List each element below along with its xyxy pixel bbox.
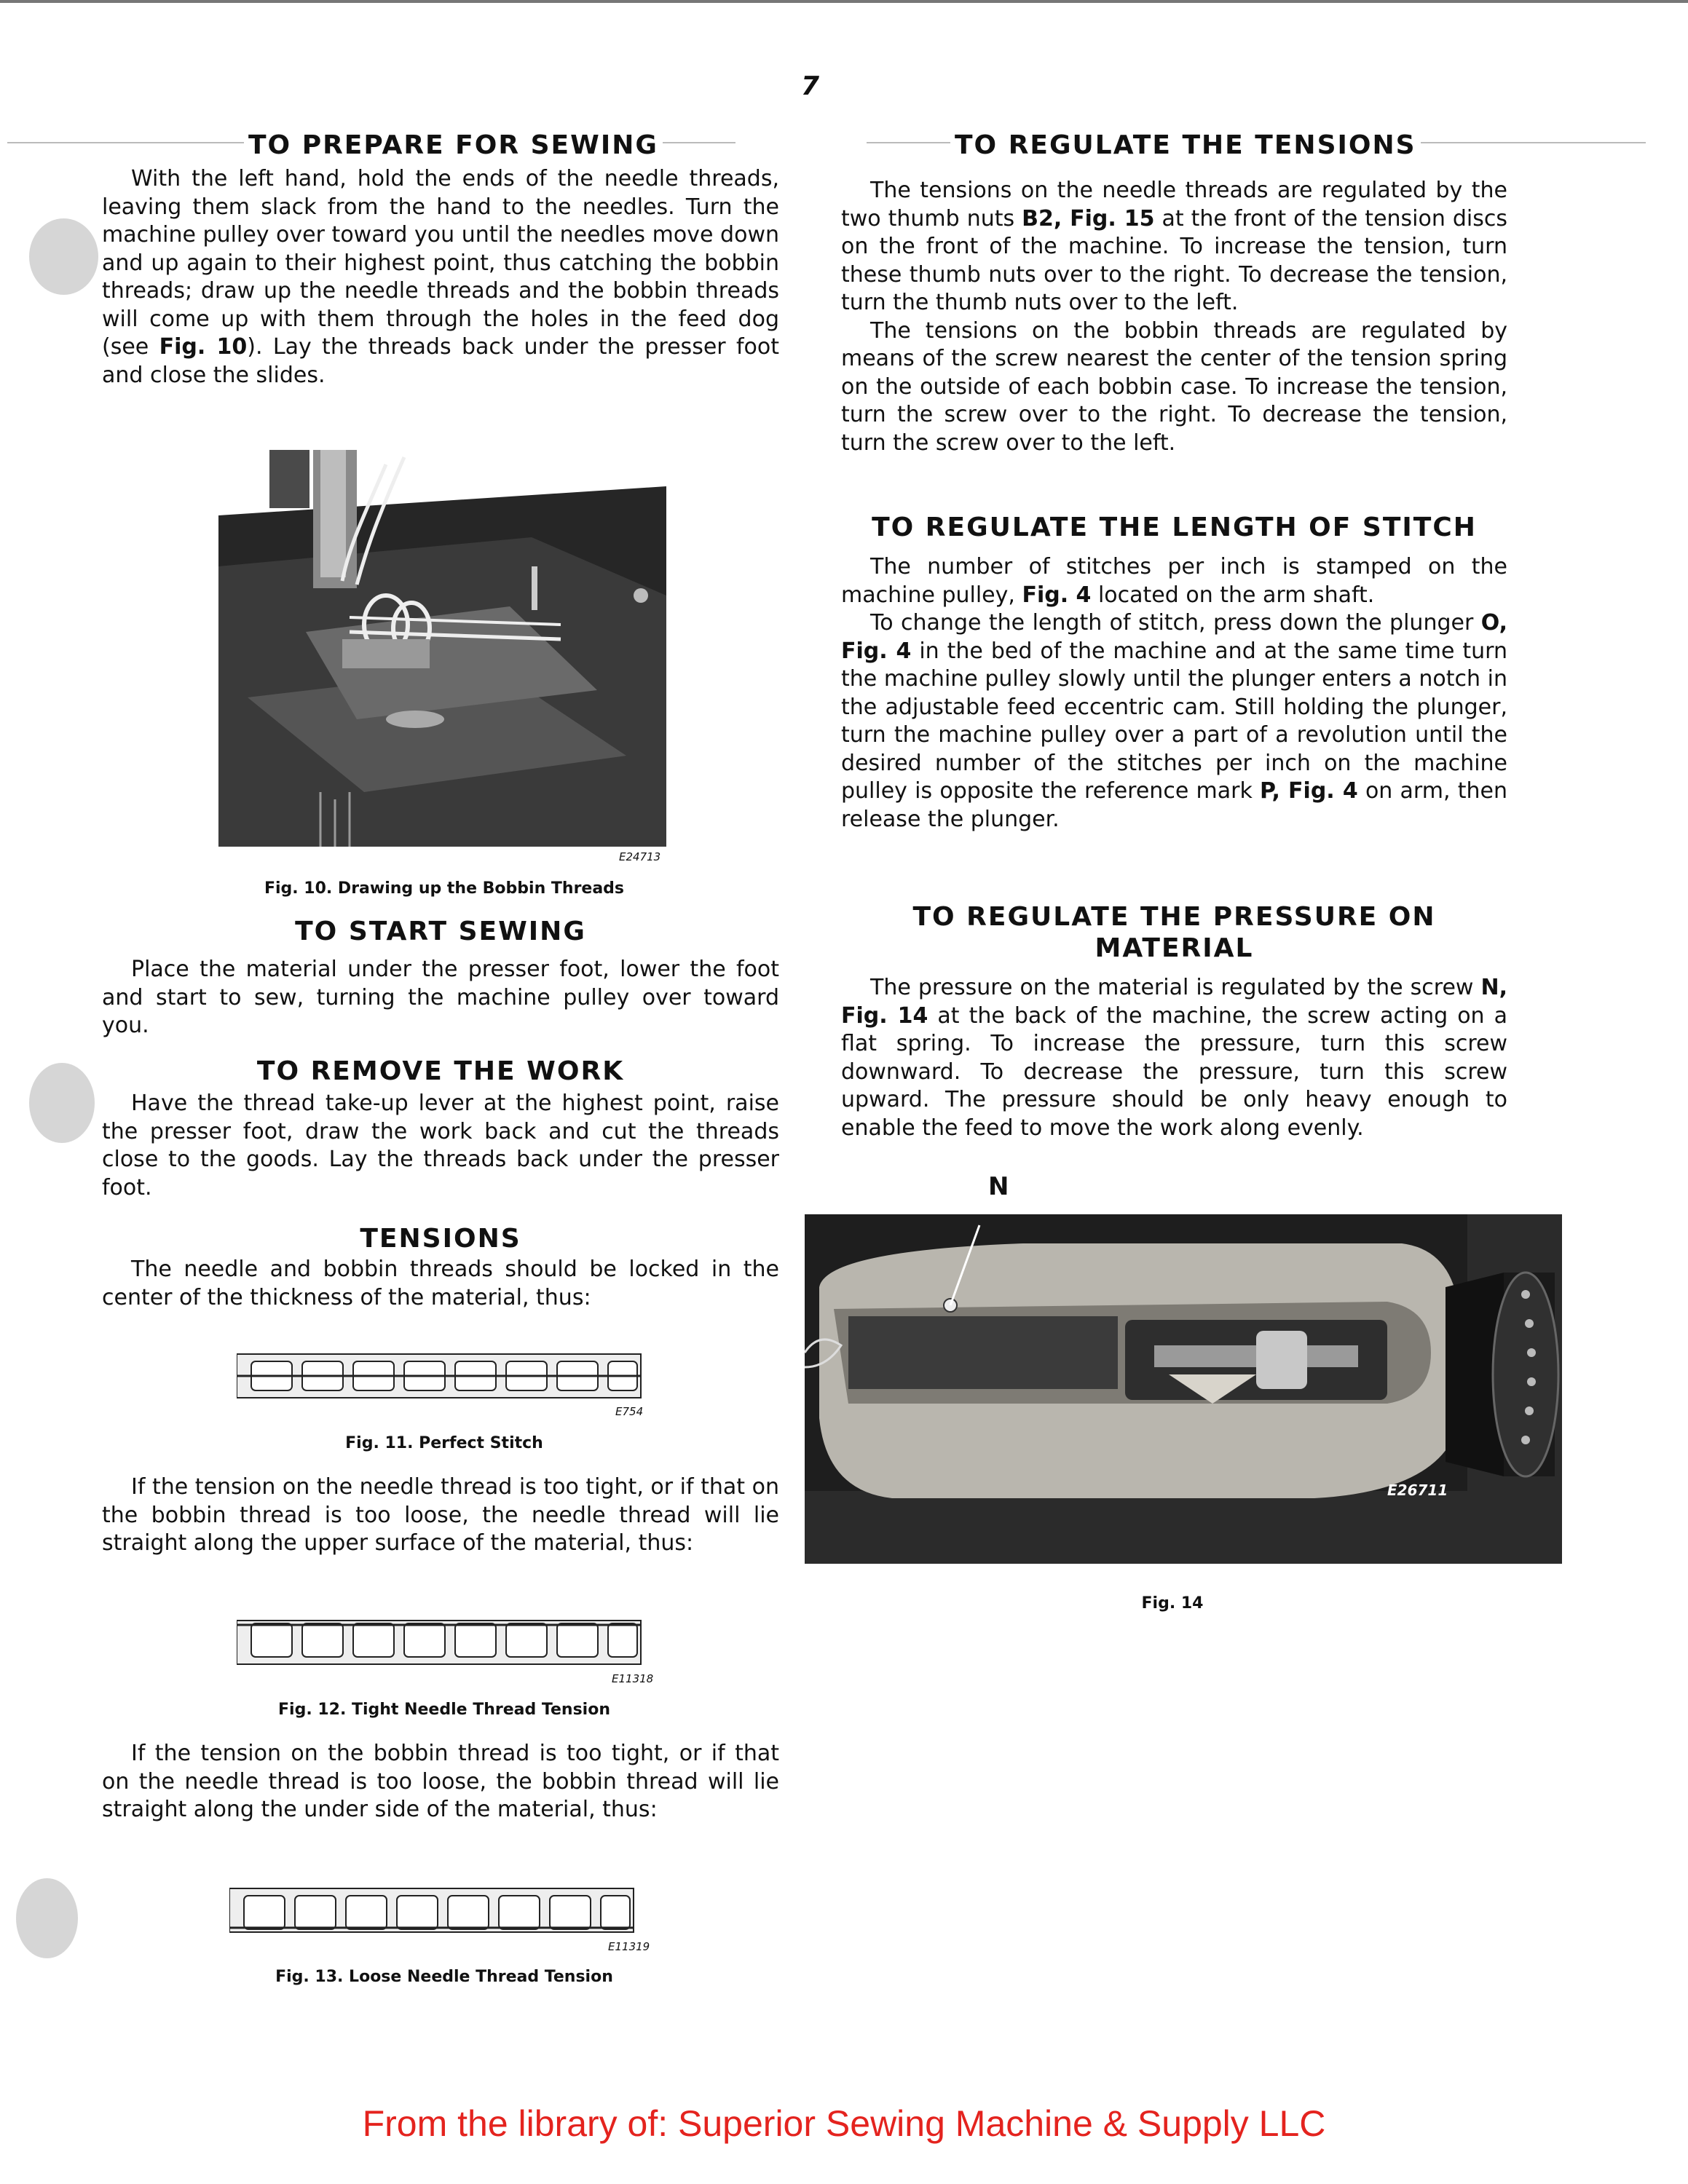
right-column	[841, 130, 1507, 457]
heading-regulate-tensions: TO REGULATE THE TENSIONS	[950, 130, 1421, 161]
fig11-stitch-diagram	[237, 1348, 644, 1406]
paragraph-length-2: To change the length of stitch, press down the plunger O, Fig. 4 in the bed of the machine and at the same time turn the machine pulley slowly until the plunger enters a notch in the adjustable feed eccentric cam. Still holding the plunger, turn the machine pulley over a part of a revolution until the desired number of the stitches per inch on the machine pulley is opposite the reference mark P, Fig. 4 on arm, then release the plunger.	[841, 610, 1507, 832]
fig12-code: E11318	[612, 1672, 654, 1685]
fig13-stitch-diagram	[229, 1883, 637, 1941]
fig13-code: E11319	[608, 1940, 650, 1953]
fig12-stitch-diagram	[237, 1615, 644, 1673]
fig12-caption: Fig. 12. Tight Needle Thread Tension	[278, 1701, 610, 1719]
paragraph-prepare: With the left hand, hold the ends of the needle threads, leaving them slack from the hand to the needles. Turn the machine pulley over toward you until the needles move down and up again to their highest point, thus catching the bobbin threads; draw up the needle threads and the bobbin threads will come up with them through the holes in the feed dog (see Fig. 10). Lay the threads back under the presser foot and close the slides.	[102, 166, 779, 388]
fig14-code: E26711	[1387, 1481, 1448, 1499]
fig11-code: E754	[615, 1405, 644, 1418]
fig14-illustration	[805, 1185, 1562, 1564]
right-column-2	[841, 512, 1507, 834]
fig10-caption: Fig. 10. Drawing up the Bobbin Threads	[264, 879, 625, 898]
top-edge-line	[0, 0, 1688, 3]
page-number: 7	[801, 71, 820, 101]
punch-hole-3	[16, 1878, 78, 1958]
left-column-5	[102, 1473, 779, 1558]
left-column	[102, 130, 779, 389]
fig10-illustration	[218, 450, 666, 847]
heading-start-sewing: TO START SEWING	[295, 917, 586, 946]
paragraph-pressure: The pressure on the material is regulated by the screw N, Fig. 14 at the back of the machine, the screw acting on a flat spring. To increase the pressure, turn this screw downward. To decrease the pressure, turn this screw upward. The pressure should be only heavy enough to enable the feed to move the work along evenly.	[841, 975, 1507, 1141]
fig10-code: E24713	[619, 850, 661, 863]
heading-length-of-stitch: TO REGULATE THE LENGTH OF STITCH	[872, 513, 1477, 542]
fig14-photo	[805, 1185, 1562, 1564]
left-column-3	[102, 1056, 779, 1202]
heading-tensions: TENSIONS	[360, 1224, 521, 1254]
fig11-caption: Fig. 11. Perfect Stitch	[345, 1434, 543, 1452]
paragraph-regulate-tensions-1: The tensions on the needle threads are regulated by the two thumb nuts B2, Fig. 15 at the front of the tension discs on the front of the machine. To increase the tension, turn these thumb nuts over to the right. To decrease the tension, turn the thumb nuts over to the left.	[841, 178, 1507, 316]
left-column-2	[102, 916, 779, 1040]
paragraph-regulate-tensions-2: The tensions on the bobbin threads are regulated by means of the screw nearest the center of the tension spring on the outside of each bobbin case. To increase the tension, turn the screw over to the right. To decrease the tension, turn the screw over to the left.	[841, 317, 1507, 456]
heading-pressure: TO REGULATE THE PRESSURE ON MATERIAL	[912, 902, 1436, 964]
fig14-label-n: N	[988, 1172, 1009, 1201]
paragraph-tight: If the tension on the needle thread is too tight, or if that on the bobbin thread is too loose, the needle thread will lie straight along the upper surface of the material, thus:	[102, 1474, 779, 1556]
fig10-photo	[218, 450, 666, 847]
heading-remove-work: TO REMOVE THE WORK	[256, 1056, 625, 1086]
paragraph-remove-work: Have the thread take-up lever at the highest point, raise the presser foot, draw the work back and cut the threads close to the goods. Lay the threads back under the presser foot.	[102, 1091, 779, 1200]
fig14-caption: Fig. 14	[1141, 1594, 1204, 1613]
paragraph-length-1: The number of stitches per inch is stamped on the machine pulley, Fig. 4 located on the arm shaft.	[841, 554, 1507, 608]
paragraph-tensions: The needle and bobbin threads should be locked in the center of the thickness of the material, thus:	[102, 1257, 779, 1310]
left-column-4	[102, 1223, 779, 1312]
paragraph-start-sewing: Place the material under the presser foot, lower the foot and start to sew, turning the machine pulley over toward you.	[102, 957, 779, 1039]
fig13-caption: Fig. 13. Loose Needle Thread Tension	[275, 1968, 613, 1986]
left-column-6	[102, 1740, 779, 1824]
punch-hole-1	[29, 218, 98, 295]
heading-prepare: TO PREPARE FOR SEWING	[244, 130, 663, 161]
paragraph-loose: If the tension on the bobbin thread is too tight, or if that on the needle thread is too loose, the bobbin thread will lie straight along the under side of the material, thus:	[102, 1741, 779, 1822]
punch-hole-2	[29, 1063, 95, 1143]
library-footer: From the library of: Superior Sewing Machine & Supply LLC	[362, 2103, 1326, 2144]
right-column-3	[841, 901, 1507, 1142]
